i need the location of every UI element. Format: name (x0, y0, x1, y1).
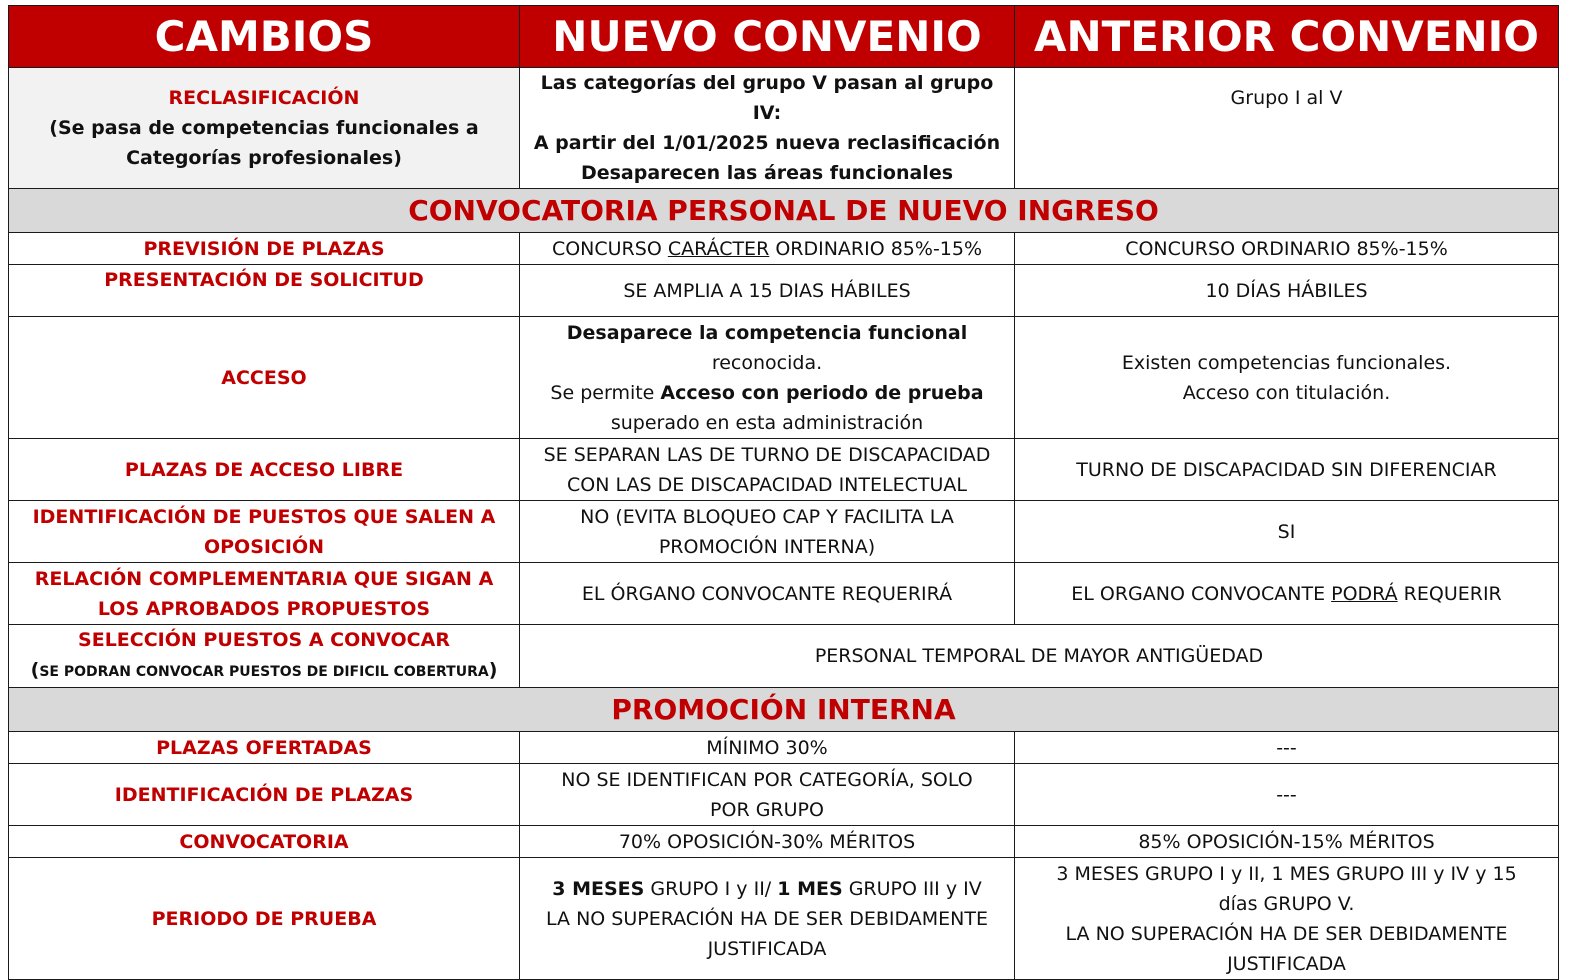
row-periodo (9, 858, 1559, 980)
nuevo-acceso (520, 317, 1015, 439)
nuevo-prevision-underlined: CARÁCTER (667, 237, 770, 260)
label-identificacion-puestos-line1: IDENTIFICACIÓN DE PUESTOS QUE SALEN A (32, 505, 496, 528)
nuevo-plazas-libre-line1: SE SEPARAN LAS DE TURNO DE DISCAPACIDAD (543, 443, 991, 466)
anterior-acceso (1015, 317, 1559, 439)
anterior-presentacion: 10 DÍAS HÁBILES (1015, 265, 1559, 317)
nuevo-plazas-libre (520, 439, 1015, 501)
row-convocatoria (9, 826, 1559, 858)
label-reclasificacion-title: RECLASIFICACIÓN (168, 87, 360, 109)
row-reclasificacion (9, 68, 1559, 189)
nuevo-prevision-a: CONCURSO (551, 237, 668, 260)
nuevo-identificacion-plazas-line1: NO SE IDENTIFICAN POR CATEGORÍA, SOLO (561, 768, 973, 791)
label-seleccion-sub (15, 655, 513, 687)
anterior-convocatoria: 85% OPOSICIÓN-15% MÉRITOS (1015, 826, 1559, 858)
anterior-prevision: CONCURSO ORDINARIO 85%-15% (1015, 233, 1559, 265)
row-plazas-libre (9, 439, 1559, 501)
anterior-acceso-line1: Existen competencias funcionales. (1121, 351, 1452, 374)
row-relacion (9, 563, 1559, 625)
nuevo-reclasificacion-line1: Las categorías del grupo V pasan al grupo IV: (540, 72, 994, 124)
anterior-periodo (1015, 858, 1559, 980)
header-anterior-convenio: ANTERIOR CONVENIO (1015, 6, 1559, 68)
nuevo-periodo (520, 858, 1015, 980)
nuevo-identificacion-puestos-line1: NO (EVITA BLOQUEO CAP Y FACILITA LA (580, 505, 954, 528)
label-relacion-line2: LOS APROBADOS PROPUESTOS (97, 597, 431, 620)
label-seleccion (9, 625, 520, 688)
nuevo-plazas-ofertadas: MÍNIMO 30% (520, 732, 1015, 764)
label-periodo: PERIODO DE PRUEBA (9, 858, 520, 980)
label-acceso: ACCESO (9, 317, 520, 439)
section-title-promocion: PROMOCIÓN INTERNA (9, 688, 1559, 732)
nuevo-periodo-b2: 1 MES (777, 877, 843, 900)
row-plazas-ofertadas (9, 732, 1559, 764)
anterior-periodo-line2: días GRUPO V. (1218, 892, 1355, 915)
anterior-periodo-line4: JUSTIFICADA (1227, 952, 1346, 975)
nuevo-identificacion-plazas (520, 764, 1015, 826)
comparison-table (8, 5, 1559, 980)
nuevo-identificacion-plazas-line2: POR GRUPO (710, 798, 824, 821)
label-convocatoria: CONVOCATORIA (9, 826, 520, 858)
anterior-identificacion-plazas: --- (1015, 764, 1559, 826)
label-seleccion-close: ) (488, 659, 498, 681)
label-reclasificacion-sub1: (Se pasa de competencias funcionales a (49, 117, 479, 139)
nuevo-identificacion-puestos (520, 501, 1015, 563)
row-acceso (9, 317, 1559, 439)
nuevo-acceso-line4: superado en esta administración (610, 411, 924, 434)
anterior-relacion-a: EL ORGANO CONVOCANTE (1071, 582, 1332, 605)
anterior-periodo-line1: 3 MESES GRUPO I y II, 1 MES GRUPO III y IV y 15 (1056, 862, 1517, 885)
merged-seleccion: PERSONAL TEMPORAL DE MAYOR ANTIGÜEDAD (520, 625, 1559, 688)
anterior-relacion-underlined: PODRÁ (1331, 582, 1398, 605)
row-identificacion-puestos (9, 501, 1559, 563)
row-identificacion-plazas (9, 764, 1559, 826)
nuevo-convocatoria: 70% OPOSICIÓN-30% MÉRITOS (520, 826, 1015, 858)
label-presentacion: PRESENTACIÓN DE SOLICITUD (9, 265, 520, 317)
label-relacion-line1: RELACIÓN COMPLEMENTARIA QUE SIGAN A (34, 567, 494, 590)
nuevo-plazas-libre-line2: CON LAS DE DISCAPACIDAD INTELECTUAL (567, 473, 967, 496)
anterior-plazas-libre: TURNO DE DISCAPACIDAD SIN DIFERENCIAR (1015, 439, 1559, 501)
label-seleccion-title: SELECCIÓN PUESTOS A CONVOCAR (78, 629, 450, 651)
nuevo-presentacion: SE AMPLIA A 15 DIAS HÁBILES (520, 265, 1015, 317)
nuevo-acceso-line1: Desaparece la competencia funcional (566, 321, 968, 344)
header-cambios: CAMBIOS (9, 6, 520, 68)
label-identificacion-puestos-line2: OPOSICIÓN (203, 535, 325, 558)
label-reclasificacion-sub2: Categorías profesionales) (126, 147, 402, 169)
label-identificacion-puestos (9, 501, 520, 563)
label-seleccion-small: SE PODRAN CONVOCAR PUESTOS DE DIFICIL COBERTURA (39, 664, 489, 680)
label-identificacion-plazas: IDENTIFICACIÓN DE PLAZAS (9, 764, 520, 826)
nuevo-reclasificacion-line2: A partir del 1/01/2025 nueva reclasificación (533, 132, 1001, 154)
header-row (9, 6, 1559, 68)
section-title-nuevo-ingreso: CONVOCATORIA PERSONAL DE NUEVO INGRESO (9, 189, 1559, 233)
nuevo-acceso-line3 (526, 378, 1008, 408)
nuevo-periodo-line2: LA NO SUPERACIÓN HA DE SER DEBIDAMENTE (546, 907, 988, 930)
anterior-identificacion-puestos: SI (1015, 501, 1559, 563)
label-plazas-ofertadas: PLAZAS OFERTADAS (9, 732, 520, 764)
nuevo-periodo-t1: GRUPO I y II/ (644, 877, 778, 900)
nuevo-periodo-t2: GRUPO III y IV (842, 877, 982, 900)
nuevo-prevision (520, 233, 1015, 265)
nuevo-reclasificacion (520, 68, 1015, 189)
anterior-reclasificacion: Grupo I al V (1015, 68, 1559, 189)
label-seleccion-open: ( (30, 659, 40, 681)
nuevo-periodo-line1 (526, 874, 1008, 904)
nuevo-acceso-line2: reconocida. (711, 351, 823, 374)
row-presentacion (9, 265, 1559, 317)
label-reclasificacion (9, 68, 520, 189)
header-nuevo-convenio: NUEVO CONVENIO (520, 6, 1015, 68)
nuevo-relacion: EL ÓRGANO CONVOCANTE REQUERIRÁ (520, 563, 1015, 625)
nuevo-reclasificacion-line3: Desaparecen las áreas funcionales (580, 162, 954, 184)
anterior-periodo-line3: LA NO SUPERACIÓN HA DE SER DEBIDAMENTE (1065, 922, 1508, 945)
nuevo-prevision-b: ORDINARIO 85%-15% (769, 237, 983, 260)
anterior-acceso-line2: Acceso con titulación. (1182, 381, 1391, 404)
nuevo-periodo-line3: JUSTIFICADA (707, 937, 827, 960)
nuevo-acceso-line3b: Acceso con periodo de prueba (660, 381, 984, 404)
nuevo-acceso-line3a: Se permite (550, 381, 661, 404)
anterior-relacion (1015, 563, 1559, 625)
label-relacion (9, 563, 520, 625)
label-prevision: PREVISIÓN DE PLAZAS (9, 233, 520, 265)
nuevo-periodo-b1: 3 MESES (552, 877, 645, 900)
row-seleccion (9, 625, 1559, 688)
anterior-plazas-ofertadas: --- (1015, 732, 1559, 764)
anterior-relacion-b: REQUERIR (1397, 582, 1502, 605)
nuevo-identificacion-puestos-line2: PROMOCIÓN INTERNA) (658, 535, 876, 558)
label-plazas-libre: PLAZAS DE ACCESO LIBRE (9, 439, 520, 501)
row-prevision (9, 233, 1559, 265)
section-row-promocion (9, 688, 1559, 732)
section-row-nuevo-ingreso (9, 189, 1559, 233)
